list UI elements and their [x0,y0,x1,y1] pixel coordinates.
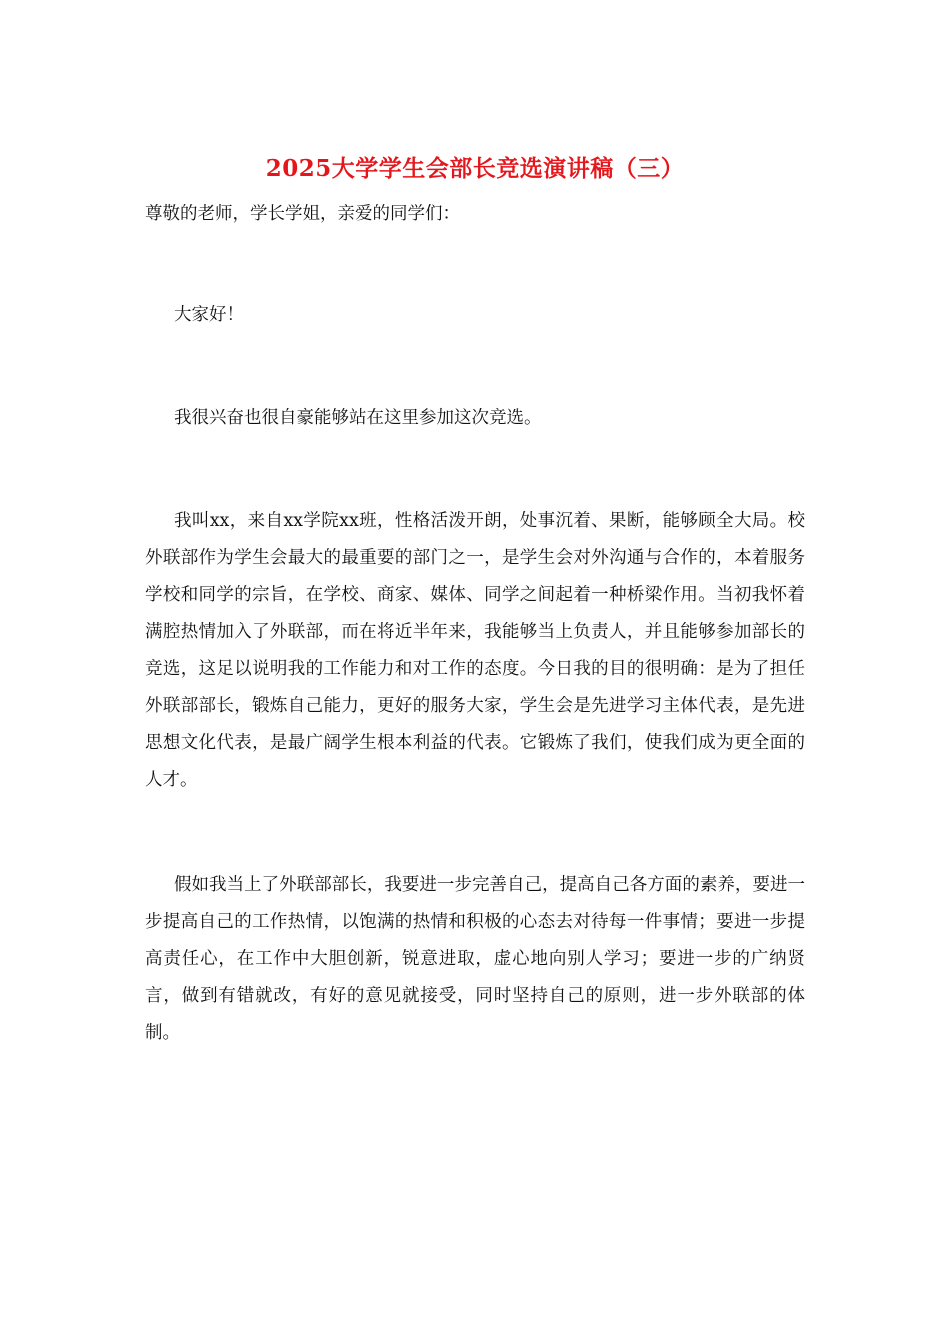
document-title: 2025大学学生会部长竞选演讲稿（三） [265,155,685,182]
salutation: 尊敬的老师，学长学姐，亲爱的同学们： [145,204,460,224]
paragraph-excitement: 我很兴奋也很自豪能够站在这里参加这次竞选。 [174,408,542,428]
paragraph-self-introduction: 我叫xx，来自xx学院xx班，性格活泼开朗，处事沉着、果断，能够顾全大局。校外联部作为学生会最大的最重要的部门之一，是学生会对外沟通与合作的，本着服务学校和同学的宗旨，在学校、商家、媒体、同学之间起着一种桥梁作用。当初我怀着满腔热情加入了外联部，而在将近半年来，我能够当上负责人，并且能够参加部长的竞选，这足以说明我的工作能力和对工作的态度。今日我的目的很明确：是为了担任外联部部长，锻炼自己能力，更好的服务大家，学生会是先进学习主体代表，是先进思想文化代表，是最广阔学生根本利益的代表。它锻炼了我们，使我们成为更全面的人才。 [145,511,805,790]
paragraph-plan: 假如我当上了外联部部长，我要进一步完善自己，提高自己各方面的素养，要进一步提高自己的工作热情，以饱满的热情和积极的心态去对待每一件事情；要进一步提高责任心，在工作中大胆创新，锐意进取，虚心地向别人学习；要进一步的广纳贤言，做到有错就改，有好的意见就接受，同时坚持自己的原则，进一步外联部的体制。 [145,875,805,1043]
paragraph-greeting: 大家好！ [174,305,244,325]
